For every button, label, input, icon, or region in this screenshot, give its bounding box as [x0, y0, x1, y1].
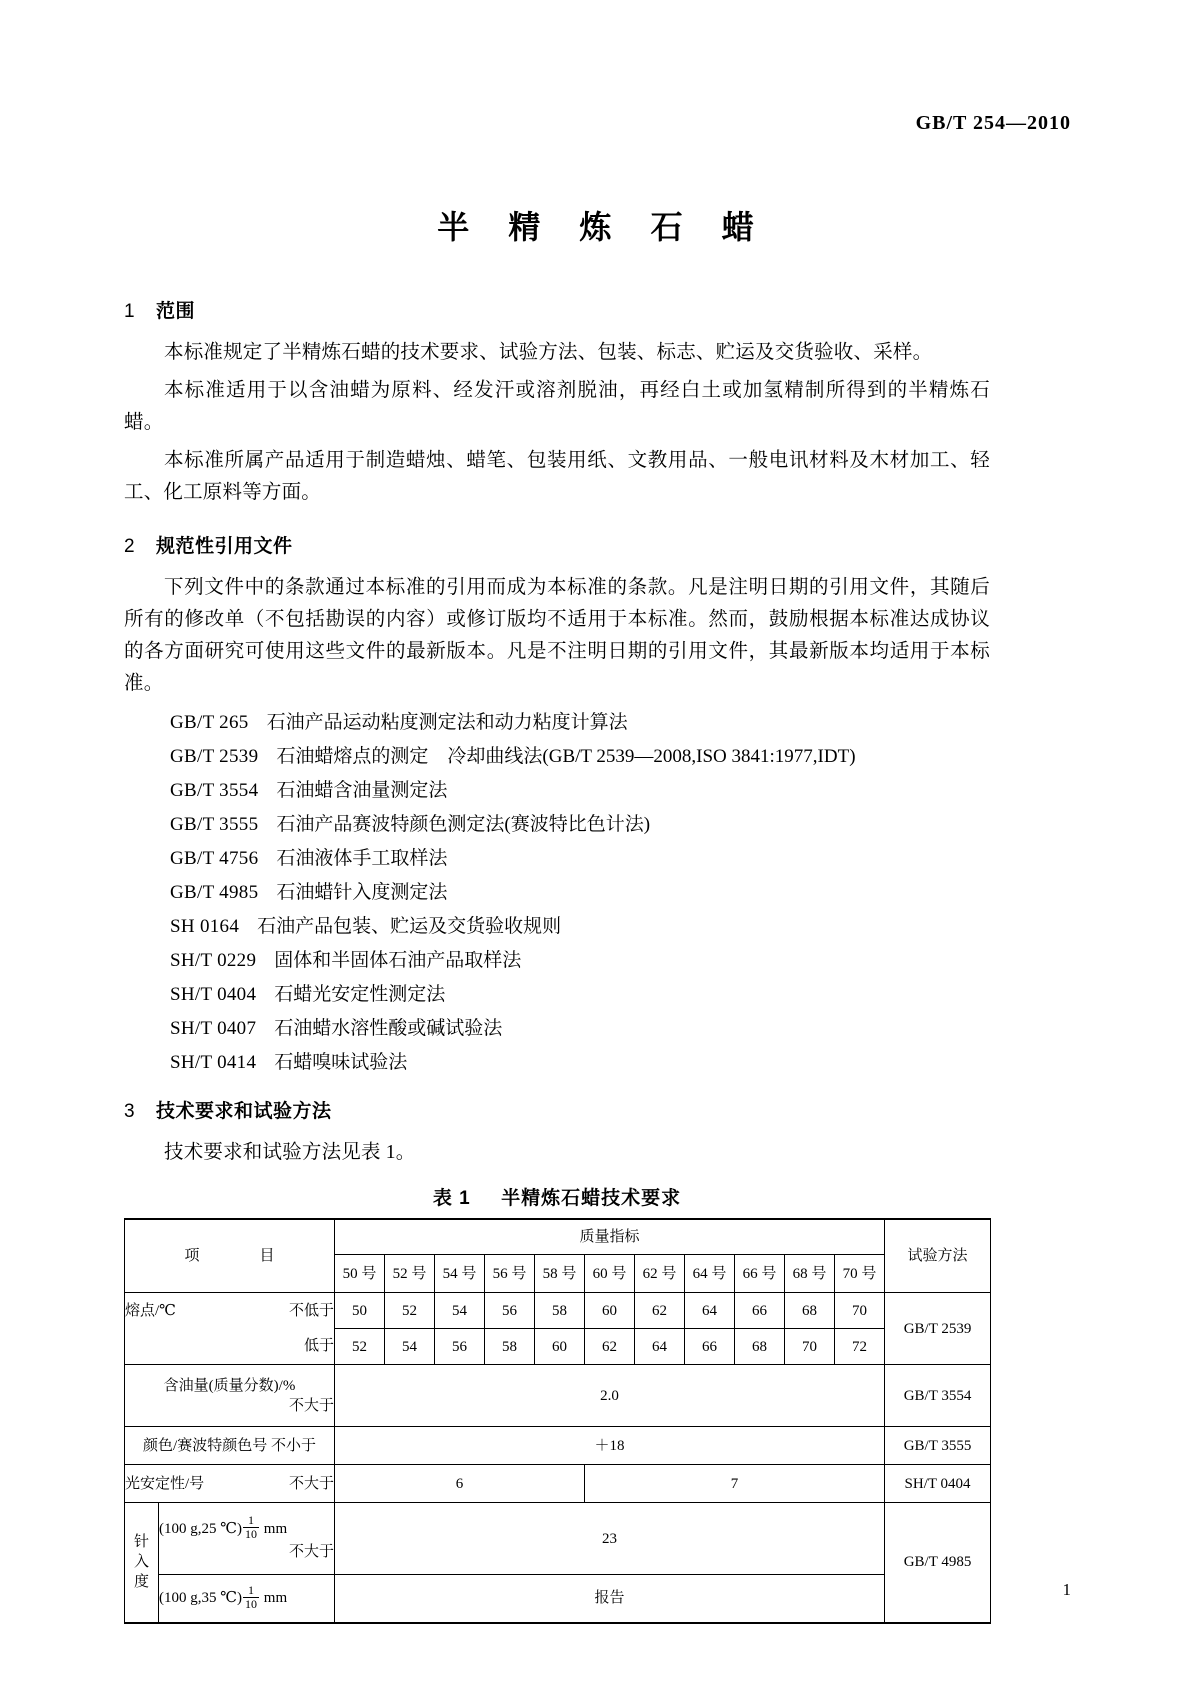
reference-code: SH/T 0414 — [170, 1052, 257, 1073]
section3-paragraph-1: 技术要求和试验方法见表 1。 — [164, 1142, 416, 1163]
table-cell: 68 — [735, 1329, 785, 1365]
table-header-grade: 56 号 — [485, 1255, 535, 1293]
table-cell-method: GB/T 3555 — [885, 1427, 991, 1465]
document-body — [124, 296, 990, 1624]
list-item — [124, 1012, 990, 1046]
list-item — [124, 1046, 990, 1080]
penetration-group-label-char2: 入 — [133, 1554, 149, 1571]
list-item — [124, 978, 990, 1012]
table-cell: 52 — [385, 1293, 435, 1329]
section1-paragraph-1: 本标准规定了半精炼石蜡的技术要求、试验方法、包装、标志、贮运及交货验收、采样。 — [164, 342, 933, 363]
table-header-grade: 50 号 — [335, 1255, 385, 1293]
melting-point-qualifier-lower: 低于 — [304, 1338, 335, 1355]
table-row-label-light-stability — [125, 1465, 335, 1503]
table-cell: 52 — [335, 1329, 385, 1365]
table-cell-method: GB/T 2539 — [885, 1293, 991, 1365]
reference-code: GB/T 265 — [170, 712, 249, 733]
document-title: 半 精 炼 石 蜡 — [437, 208, 768, 246]
table-header-grade: 66 号 — [735, 1255, 785, 1293]
reference-title: 石蜡光安定性测定法 — [274, 984, 446, 1005]
table-header-grade: 52 号 — [385, 1255, 435, 1293]
reference-code: SH/T 0404 — [170, 984, 257, 1005]
light-stability-qualifier: 不大于 — [289, 1475, 335, 1492]
penetration-group-label-char3: 度 — [133, 1574, 149, 1591]
fraction-numerator: 1 — [243, 1514, 259, 1528]
list-item — [124, 774, 990, 808]
table-cell-oil-content-value: 2.0 — [335, 1365, 885, 1427]
table-row-label-oil-content — [125, 1365, 335, 1427]
section1-paragraph-3: 本标准所属产品适用于制造蜡烛、蜡笔、包装用纸、文教用品、一般电讯材料及木材加工、轻工、化工原料等方面。 — [124, 450, 990, 503]
table-cell: 50 — [335, 1293, 385, 1329]
table-cell: 64 — [685, 1293, 735, 1329]
table-cell: 68 — [785, 1293, 835, 1329]
melting-point-qualifier-upper: 不低于 — [289, 1302, 335, 1319]
table-row-label-color: 颜色/赛波特颜色号 不小于 — [125, 1427, 335, 1465]
table-cell-light-stability-right: 7 — [585, 1465, 885, 1503]
reference-title: 石油蜡针入度测定法 — [276, 882, 448, 903]
table-cell: 56 — [485, 1293, 535, 1329]
table-cell: 70 — [835, 1293, 885, 1329]
table-header-grade: 68 号 — [785, 1255, 835, 1293]
reference-code: SH/T 0407 — [170, 1018, 257, 1039]
table-header-grade: 58 号 — [535, 1255, 585, 1293]
fraction-one-tenth — [243, 1514, 259, 1540]
oil-content-qualifier: 不大于 — [289, 1397, 335, 1414]
reference-code: GB/T 3554 — [170, 780, 259, 801]
table-cell: 72 — [835, 1329, 885, 1365]
section-heading-1 — [124, 296, 990, 323]
table-caption-label: 表 1 — [432, 1188, 471, 1209]
table-header-grade: 64 号 — [685, 1255, 735, 1293]
table-cell: 64 — [635, 1329, 685, 1365]
table-cell: 60 — [585, 1293, 635, 1329]
penetration-unit-35c: mm — [263, 1590, 288, 1607]
list-item — [124, 706, 990, 740]
table-cell: 70 — [785, 1329, 835, 1365]
reference-code: GB/T 4756 — [170, 848, 259, 869]
reference-title: 石蜡嗅味试验法 — [274, 1052, 408, 1073]
list-item — [124, 808, 990, 842]
table-cell: 62 — [585, 1329, 635, 1365]
section-title-1: 范围 — [156, 300, 196, 322]
table-cell-penetration-35c-value: 报告 — [335, 1575, 885, 1623]
normative-references-list — [124, 706, 990, 1080]
table-cell: 66 — [685, 1329, 735, 1365]
reference-code: GB/T 3555 — [170, 814, 259, 835]
section1-paragraph-2: 本标准适用于以含油蜡为原料、经发汗或溶剂脱油，再经白土或加氢精制所得到的半精炼石蜡。 — [124, 380, 990, 433]
penetration-qualifier-25c: 不大于 — [289, 1543, 335, 1560]
light-stability-label: 光安定性/号 — [125, 1475, 205, 1492]
reference-code: GB/T 4985 — [170, 882, 259, 903]
reference-title: 石油产品运动粘度测定法和动力粘度计算法 — [266, 712, 628, 733]
table-cell: 54 — [435, 1293, 485, 1329]
section-heading-3 — [124, 1096, 990, 1123]
table-header-grade: 60 号 — [585, 1255, 635, 1293]
list-item — [124, 944, 990, 978]
reference-title: 石油蜡熔点的测定 冷却曲线法(GB/T 2539—2008,ISO 3841:1977,IDT) — [276, 746, 856, 767]
reference-title: 石油蜡含油量测定法 — [276, 780, 448, 801]
reference-code: SH/T 0229 — [170, 950, 257, 971]
reference-title: 石油蜡水溶性酸或碱试验法 — [274, 1018, 503, 1039]
table-cell-color-value: ＋18 — [335, 1427, 885, 1465]
reference-title: 固体和半固体石油产品取样法 — [274, 950, 522, 971]
fraction-denominator: 10 — [245, 1596, 258, 1611]
table-cell: 58 — [485, 1329, 535, 1365]
fraction-one-tenth — [243, 1584, 259, 1610]
table-cell-method: GB/T 4985 — [885, 1503, 991, 1623]
table-row-label-penetration-group — [125, 1503, 159, 1623]
table-header-grade: 70 号 — [835, 1255, 885, 1293]
table-row-label-melting-point — [125, 1293, 335, 1329]
section-title-2: 规范性引用文件 — [156, 535, 293, 557]
table-caption-title: 半精炼石蜡技术要求 — [501, 1187, 682, 1209]
penetration-group-label-char1: 针 — [133, 1534, 149, 1551]
fraction-numerator: 1 — [243, 1584, 259, 1598]
page-number: 1 — [1062, 1580, 1071, 1599]
table-cell: 54 — [385, 1329, 435, 1365]
penetration-unit-25c: mm — [263, 1520, 288, 1537]
table-cell: 66 — [735, 1293, 785, 1329]
list-item — [124, 740, 990, 774]
specification-table — [124, 1218, 991, 1624]
reference-title: 石油液体手工取样法 — [276, 848, 448, 869]
section-number-2: 2 — [124, 536, 136, 557]
section-heading-2 — [124, 531, 990, 558]
table-header-grade: 54 号 — [435, 1255, 485, 1293]
table-row-label-penetration-35c — [159, 1575, 335, 1623]
table-row-label-penetration-25c — [159, 1503, 335, 1575]
reference-code: GB/T 2539 — [170, 746, 259, 767]
reference-title: 石油产品包装、贮运及交货验收规则 — [257, 916, 562, 937]
fraction-denominator: 10 — [245, 1527, 258, 1541]
table-header-quality-index: 质量指标 — [335, 1219, 885, 1255]
table-header-item: 项 目 — [125, 1219, 335, 1293]
page-header-standard-code: GB/T 254—2010 — [915, 112, 1071, 134]
reference-title: 石油产品赛波特颜色测定法(赛波特比色计法) — [276, 814, 651, 835]
table-row-label-melting-point-lower — [125, 1329, 335, 1365]
oil-content-label: 含油量(质量分数)/% — [163, 1377, 296, 1394]
section-title-3: 技术要求和试验方法 — [156, 1100, 332, 1122]
table-header-test-method: 试验方法 — [885, 1219, 991, 1293]
list-item — [124, 842, 990, 876]
list-item — [124, 910, 990, 944]
melting-point-label: 熔点/℃ — [125, 1302, 176, 1319]
section2-paragraph-1: 下列文件中的条款通过本标准的引用而成为本标准的条款。凡是注明日期的引用文件，其随后所有的修改单（不包括勘误的内容）或修订版均不适用于本标准。然而，鼓励根据本标准达成协议的各方面研究可使用这些文件的最新版本。凡是不注明日期的引用文件，其最新版本均适用于本标准。 — [124, 577, 990, 694]
table-cell: 60 — [535, 1329, 585, 1365]
table-header-grade: 62 号 — [635, 1255, 685, 1293]
table-cell-light-stability-left: 6 — [335, 1465, 585, 1503]
reference-code: SH 0164 — [170, 916, 240, 937]
table-cell: 56 — [435, 1329, 485, 1365]
penetration-condition-35c: (100 g,35 ℃) — [159, 1590, 243, 1607]
table-cell: 58 — [535, 1293, 585, 1329]
penetration-condition-25c: (100 g,25 ℃) — [159, 1520, 243, 1537]
table-cell-penetration-25c-value: 23 — [335, 1503, 885, 1575]
section-number-3: 3 — [124, 1101, 136, 1122]
section-number-1: 1 — [124, 301, 136, 322]
table-cell: 62 — [635, 1293, 685, 1329]
table-cell-method: GB/T 3554 — [885, 1365, 991, 1427]
list-item — [124, 876, 990, 910]
table-cell-method: SH/T 0404 — [885, 1465, 991, 1503]
table-caption — [124, 1183, 990, 1210]
